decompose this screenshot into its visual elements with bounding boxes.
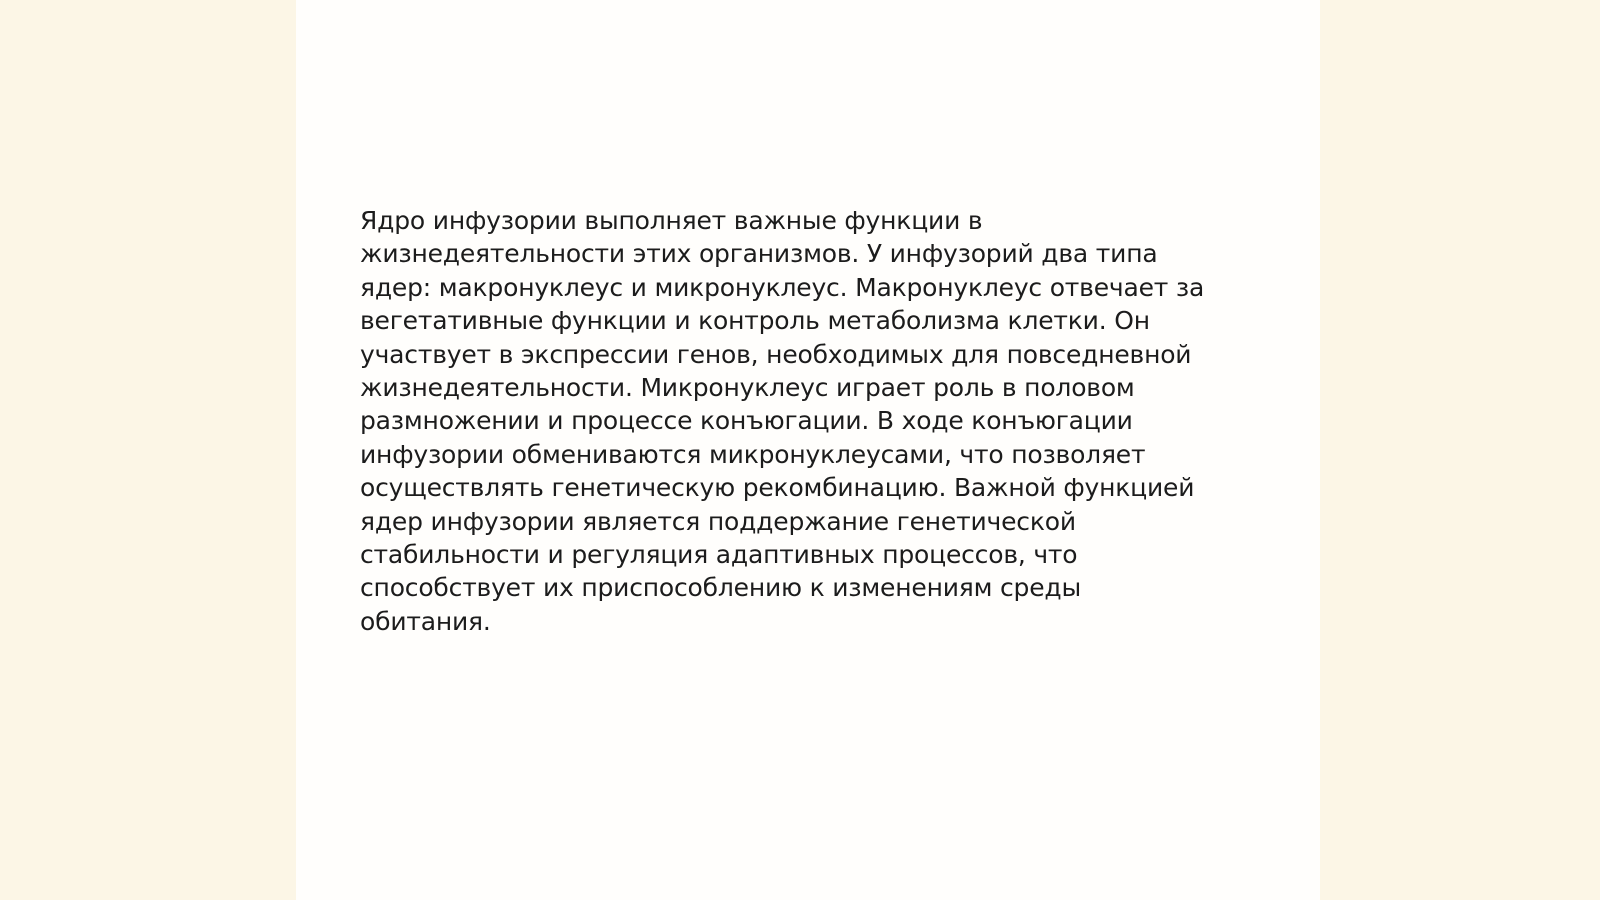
text-line: Ядро инфузории выполняет важные функции в [360, 206, 983, 235]
text-line: ядер инфузории является поддержание генетической [360, 506, 1076, 536]
text-line: жизнедеятельности этих организмов. У инфузорий два типа [360, 239, 1158, 269]
text-line: осуществлять генетическую рекомбинацию. Важной функцией [360, 473, 1195, 503]
text-line: инфузории обмениваются микронуклеусами, что позволяет [360, 439, 1146, 469]
text-line: способствует их приспособлению к изменениям среды [360, 573, 1082, 603]
text-line: обитания. [360, 606, 491, 636]
text-line: вегетативные функции и контроль метаболизма клетки. Он [360, 306, 1150, 336]
text-line: участвует в экспрессии генов, необходимых для повседневной [360, 339, 1192, 369]
text-line: стабильности и регуляция адаптивных процессов, что [360, 540, 1078, 570]
left-margin-panel [0, 0, 296, 900]
text-line: жизнедеятельности. Микронуклеус играет роль в половом [360, 373, 1135, 403]
text-line: размножении и процессе конъюгации. В ходе конъюгации [360, 406, 1133, 436]
slide-body-text [360, 204, 1260, 638]
right-margin-panel [1320, 0, 1600, 900]
slide-page [296, 0, 1320, 900]
text-line: ядер: макронуклеус и микронуклеус. Макронуклеус отвечает за [360, 272, 1205, 302]
